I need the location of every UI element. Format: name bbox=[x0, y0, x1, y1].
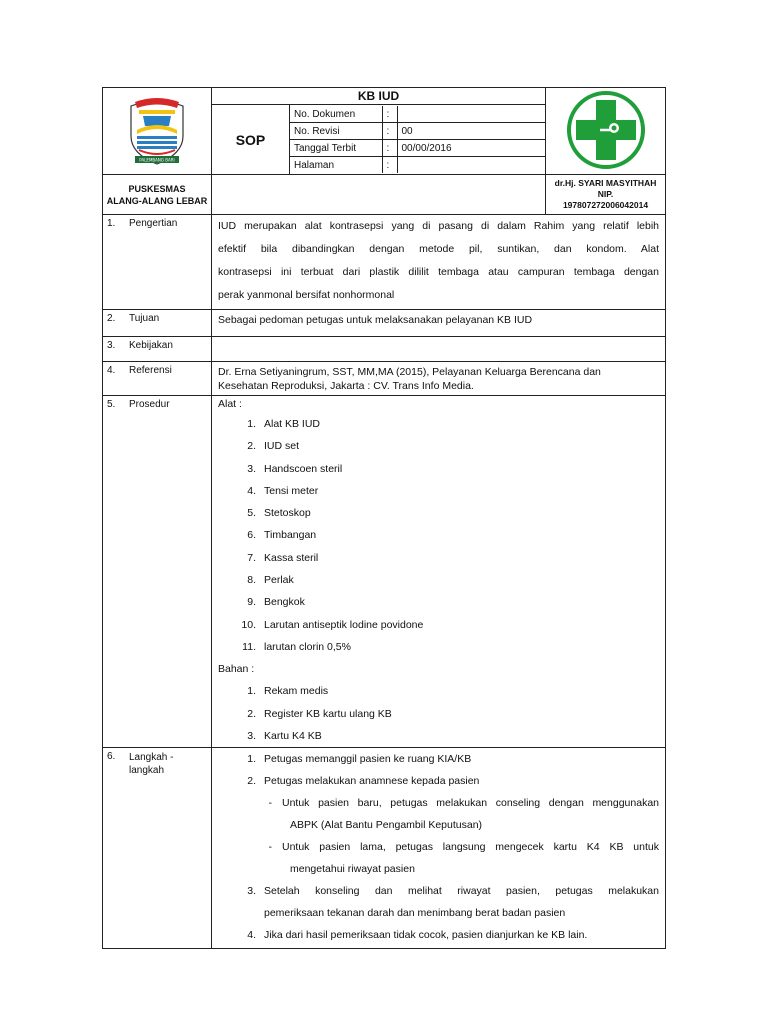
list-item: 1. Alat KB IUD bbox=[247, 418, 321, 430]
section-langkah bbox=[103, 748, 666, 949]
palembang-emblem-icon bbox=[125, 92, 189, 168]
section-label: Kebijakan bbox=[129, 340, 173, 351]
bahan-heading: Bahan : bbox=[218, 663, 255, 676]
alat-heading: Alat : bbox=[218, 398, 242, 410]
list-item: 7. Kassa steril bbox=[247, 551, 319, 564]
list-item: 5. Stetoskop bbox=[247, 507, 311, 520]
puskesmas-cross-icon bbox=[566, 90, 646, 170]
step-2: 2. Petugas melakukan anamnese kepada pasien bbox=[247, 775, 480, 788]
list-item: 4. Tensi meter bbox=[247, 484, 319, 497]
meta-row-no-dokumen bbox=[290, 106, 545, 123]
organization-name bbox=[103, 175, 212, 215]
meta-sep: : bbox=[382, 123, 397, 140]
pengertian-line: kontrasepsi ini terbuat dari plastik dililit tembaga atau campuran tembaga dengan bbox=[218, 266, 659, 278]
referensi-line: Kesehatan Reproduksi, Jakarta : CV. Trans Info Media. bbox=[218, 380, 474, 392]
section-label: Langkah - langkah bbox=[129, 752, 174, 777]
section-tujuan bbox=[103, 310, 666, 337]
meta-label: No. Dokumen bbox=[290, 106, 382, 123]
city-logo-cell bbox=[103, 88, 212, 175]
meta-label: Tanggal Terbit bbox=[290, 140, 382, 157]
sop-document bbox=[102, 87, 665, 949]
section-kebijakan bbox=[103, 337, 666, 362]
meta-row-no-revisi bbox=[290, 123, 545, 140]
referensi-line: Dr. Erna Setiyaningrum, SST, MM,MA (2015), Pelayanan Keluarga Berencana dan bbox=[218, 366, 601, 378]
list-item: 3. Kartu K4 KB bbox=[247, 729, 322, 742]
meta-value bbox=[397, 106, 545, 123]
meta-sep: : bbox=[382, 140, 397, 157]
section-label: Prosedur bbox=[129, 399, 170, 410]
pengertian-line: IUD merupakan alat kontrasepsi yang di pasang di dalam Rahim yang relatif lebih bbox=[218, 220, 659, 232]
step-3: 3. Setelah konseling dan melihat riwayat pasien, petugas melakukan bbox=[247, 885, 659, 898]
org-line-1: PUSKESMAS bbox=[128, 183, 186, 194]
meta-value bbox=[397, 157, 545, 174]
signer-block bbox=[546, 175, 666, 215]
tujuan-text: Sebagai pedoman petugas untuk melaksanakan pelayanan KB IUD bbox=[212, 310, 666, 337]
section-prosedur bbox=[103, 396, 666, 748]
meta-sep: : bbox=[382, 157, 397, 174]
bahan-list bbox=[218, 680, 659, 747]
step-4: 4. Jika dari hasil pemeriksaan tidak cocok, pasien dianjurkan ke KB lain. bbox=[247, 929, 588, 942]
org-line-2: ALANG-ALANG LEBAR bbox=[106, 195, 208, 206]
list-item: 2. Register KB kartu ulang KB bbox=[247, 707, 392, 720]
document-title: KB IUD bbox=[212, 88, 546, 105]
list-item: 1. Rekam medis bbox=[247, 685, 329, 698]
logo-banner-text: PALEMBANG BARI bbox=[139, 157, 175, 162]
pengertian-line: efektif bila dibandingkan dengan metode pil, suntikan, dan kondom. Alat bbox=[218, 243, 659, 255]
meta-sep: : bbox=[382, 106, 397, 123]
list-item: 10. Larutan antiseptik lodine povidone bbox=[241, 618, 424, 631]
sop-table bbox=[102, 87, 666, 949]
meta-row-halaman bbox=[290, 157, 545, 174]
meta-label: No. Revisi bbox=[290, 123, 382, 140]
section-number: 3. bbox=[107, 340, 116, 351]
meta-table bbox=[290, 106, 545, 173]
meta-label: Halaman bbox=[290, 157, 382, 174]
pengertian-line: perak yanmonal bersifat nonhormonal bbox=[218, 289, 395, 301]
section-number: 5. bbox=[107, 399, 116, 410]
section-number: 4. bbox=[107, 365, 116, 376]
section-number: 1. bbox=[107, 218, 116, 229]
sub-step-new-patient: - Untuk pasien baru, petugas melakukan conseling dengan menggunakan bbox=[268, 797, 659, 810]
section-label: Pengertian bbox=[129, 218, 178, 229]
meta-value: 00/00/2016 bbox=[397, 140, 545, 157]
list-item: 3. Handscoen steril bbox=[247, 462, 343, 475]
list-item: 9. Bengkok bbox=[247, 596, 305, 609]
section-number: 2. bbox=[107, 313, 116, 324]
step-3-cont: pemeriksaan tekanan darah dan menimbang berat badan pasien bbox=[264, 907, 566, 920]
meta-value: 00 bbox=[397, 123, 545, 140]
list-item: 11. larutan clorin 0,5% bbox=[242, 640, 351, 653]
section-label: Tujuan bbox=[129, 313, 160, 324]
puskesmas-logo-cell bbox=[546, 88, 666, 175]
sub-step-old-patient: - Untuk pasien lama, petugas langsung mengecek kartu K4 KB untuk bbox=[268, 841, 659, 854]
kebijakan-text bbox=[212, 337, 666, 362]
section-label: Referensi bbox=[129, 365, 172, 376]
list-item: 8. Perlak bbox=[247, 574, 294, 587]
document-meta bbox=[290, 105, 546, 175]
sub-step-old-patient-cont: mengetahui riwayat pasien bbox=[290, 863, 415, 876]
signer-nip-label: NIP. bbox=[597, 189, 614, 199]
section-number: 6. bbox=[107, 751, 116, 763]
step-1: 1. Petugas memanggil pasien ke ruang KIA/KB bbox=[247, 753, 472, 766]
list-item: 2. IUD set bbox=[247, 440, 300, 453]
header-blank bbox=[212, 175, 546, 215]
signer-name: dr.Hj. SYARI MASYITHAH bbox=[554, 178, 657, 188]
sop-label: SOP bbox=[212, 105, 290, 175]
list-item: 6. Timbangan bbox=[247, 529, 317, 542]
section-pengertian bbox=[103, 215, 666, 310]
alat-list bbox=[218, 413, 659, 658]
section-referensi bbox=[103, 362, 666, 396]
meta-row-tanggal-terbit bbox=[290, 140, 545, 157]
signer-nip: 197807272006042014 bbox=[562, 200, 649, 210]
sub-step-new-patient-cont: ABPK (Alat Bantu Pengambil Keputusan) bbox=[290, 819, 483, 832]
